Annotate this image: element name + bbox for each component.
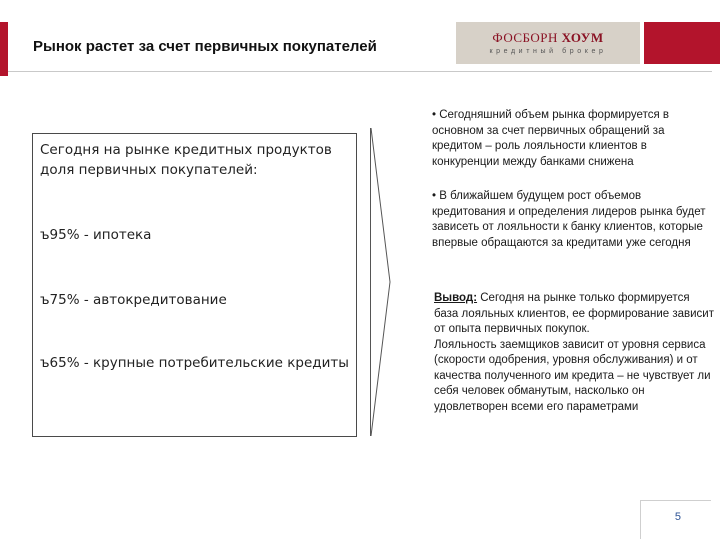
- header-divider: [8, 71, 712, 72]
- share-item-mortgage: ъ95% - ипотека: [40, 227, 152, 243]
- share-item-auto-loans: ъ75% - автокредитование: [40, 292, 227, 308]
- footer-frame: [640, 500, 711, 539]
- brand-strip: [644, 22, 720, 64]
- page-number: 5: [674, 511, 681, 523]
- chevron-right-icon: [371, 128, 393, 438]
- slide-title: Рынок растет за счет первичных покупателей: [33, 38, 377, 55]
- logo-name-light: ФОСБОРН: [492, 30, 562, 45]
- bullet-future-growth: • В ближайшем будущем рост объемов кредитования и определения лидеров рынка будет зависеть от лояльности к банку клиентов, которые впервые обращаются за кредитами уже сегодня: [432, 190, 706, 249]
- share-panel: [32, 133, 357, 437]
- company-logo: [456, 22, 640, 64]
- conclusion-block: [434, 291, 714, 415]
- logo-subtitle: кредитный брокер: [489, 48, 607, 55]
- share-panel-intro: Сегодня на рынке кредитных продуктов доля первичных покупателей:: [40, 142, 332, 178]
- header-accent-bar: [0, 22, 8, 76]
- conclusion-lead: Вывод:: [434, 292, 478, 304]
- logo-name-bold: ХОУМ: [561, 30, 604, 45]
- conclusion-text: Сегодня на рынке только формируется база лояльных клиентов, ее формирование зависит от опыта первичных покупок.: [434, 292, 714, 335]
- bullet-current-market: • Сегодняшний объем рынка формируется в основном за счет первичных обращений за кредитом – роль лояльности клиентов в конкуренции между банками снижена: [432, 109, 669, 168]
- share-item-consumer-loans: ъ65% - крупные потребительские кредиты: [40, 355, 349, 371]
- conclusion-text-loyalty: Лояльность заемщиков зависит от уровня сервиса (скорости одобрения, уровня обслуживания) и от качества полученного им кредита – не чувствует ли себя человек обманутым, насколько он удовлетворен всеми его параметрами: [434, 338, 711, 413]
- logo-name: [456, 30, 640, 46]
